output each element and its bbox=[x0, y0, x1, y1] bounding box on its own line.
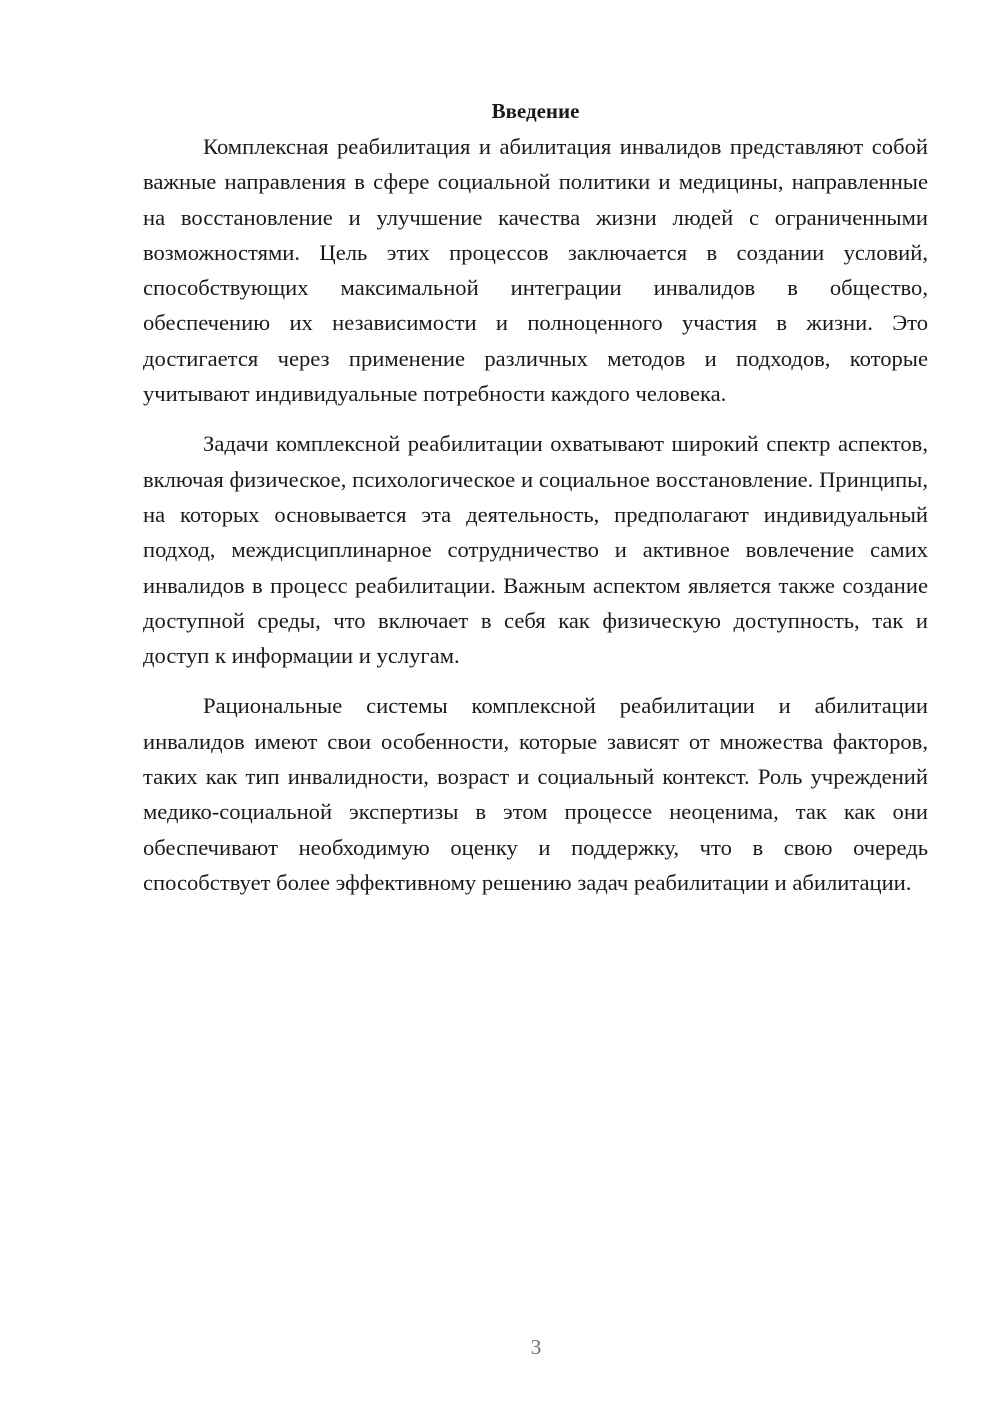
page-number: 3 bbox=[530, 1335, 542, 1359]
paragraph-2: Задачи комплексной реабилитации охватывают широкий спектр аспектов, включая физическое, психологическое и социальное восстановление. Принципы, на которых основывается эта деятельность, предполагают индивидуальный подход, междисциплинарное сотрудничество и активное вовлечение самих инвалидов в процесс реабилитации. Важным аспектом является также создание доступной среды, что включает в себя как физическую доступность, так и доступ к информации и услугам. bbox=[143, 431, 928, 669]
paragraph-3: Рациональные системы комплексной реабилитации и абилитации инвалидов имеют свои особенности, которые зависят от множества факторов, таких как тип инвалидности, возраст и социальный контекст. Роль учреждений медико-социальной экспертизы в этом процессе неоценима, так как они обеспечивают необходимую оценку и поддержку, что в свою очередь способствует более эффективному решению задач реабилитации и абилитации. bbox=[143, 693, 928, 895]
page-content bbox=[143, 94, 928, 900]
paragraph-1: Комплексная реабилитация и абилитация инвалидов представляют собой важные направления в сфере социальной политики и медицины, направленные на восстановление и улучшение качества жизни людей с ограниченными возможностями. Цель этих процессов заключается в создании условий, способствующих максимальной интеграции инвалидов в общество, обеспечению их независимости и полноценного участия в жизни. Это достигается через применение различных методов и подходов, которые учитывают индивидуальные потребности каждого человека. bbox=[143, 134, 928, 407]
section-heading: Введение bbox=[491, 99, 580, 123]
